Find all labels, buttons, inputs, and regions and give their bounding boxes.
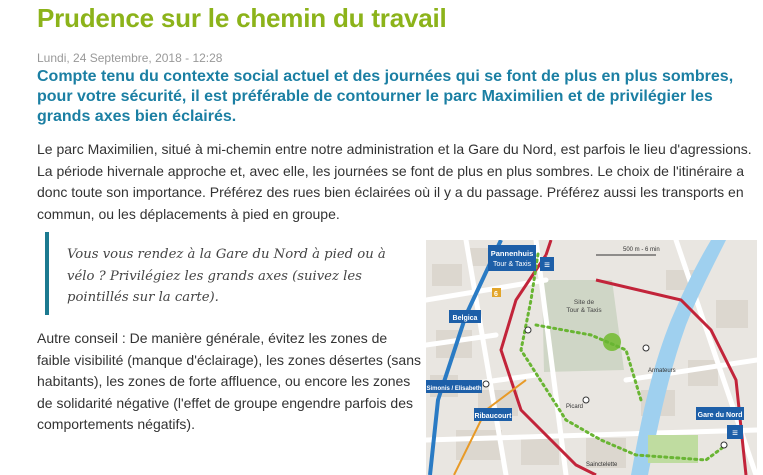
map-label-sainctelette: Sainctelette (586, 462, 618, 468)
article-date: Lundi, 24 Septembre, 2018 - 12:28 (37, 51, 223, 65)
map-label-gare-du-nord: Gare du Nord (697, 412, 743, 419)
article-body: Le parc Maximilien, situé à mi-chemin entre notre administration et la Gare du Nord, est parfois le lieu d'agressions. La période hivernale approche et, avec elle, les journées se font de plus en plus sombres. Le choix de l'itinéraire a donc toute son importance. Préférez des rues bien éclairées où il y a du passage. Préférez aussi les transports en commun, ou les déplacements à pied en groupe. (37, 141, 752, 222)
map-label-tour-taxis-stop: Tour & Taxis (493, 261, 531, 268)
map-scale-label: 500 m - 6 min (623, 247, 660, 253)
map-label-simonis: Simonis / Elisabeth (426, 386, 482, 392)
pull-quote (45, 232, 410, 315)
advice-paragraph: Autre conseil : De manière générale, évitez les zones de faible visibilité (manque d'éclairage), les zones désertes (sans habitants), les zones de forte affluence, ou encore les zones de solidarité négative (l'effet de groupe engendre parfois des comportements négatifs). (37, 330, 421, 432)
svg-text:≡: ≡ (544, 260, 550, 271)
pull-quote-text: Vous vous rendez à la Gare du Nord à pied ou à vélo ? Privilégiez les grands axes (suivez les pointillés sur la carte). (67, 247, 386, 305)
route-map[interactable] (426, 240, 757, 475)
map-label-site-name: Tour & Taxis (566, 307, 602, 314)
map-label-picard: Picard (566, 404, 584, 410)
map-label-belgica: Belgica (452, 315, 478, 322)
article-lead: Compte tenu du contexte social actuel et des journées qui se font de plus en plus sombres, pour votre sécurité, il est préférable de contourner le parc Maximilien et de privilégier les grands axes bien éclairés. (37, 68, 734, 125)
map-label-site: Site de (573, 299, 595, 306)
map-label-pannenhuis: Pannenhuis (490, 249, 534, 258)
map-line-number: 6 (494, 291, 498, 298)
map-label-armateurs: Armateurs (648, 368, 676, 374)
article-title: Prudence sur le chemin du travail (37, 3, 447, 33)
map-label-ribaucourt: Ribaucourt (474, 413, 512, 420)
svg-text:≡: ≡ (732, 428, 738, 439)
